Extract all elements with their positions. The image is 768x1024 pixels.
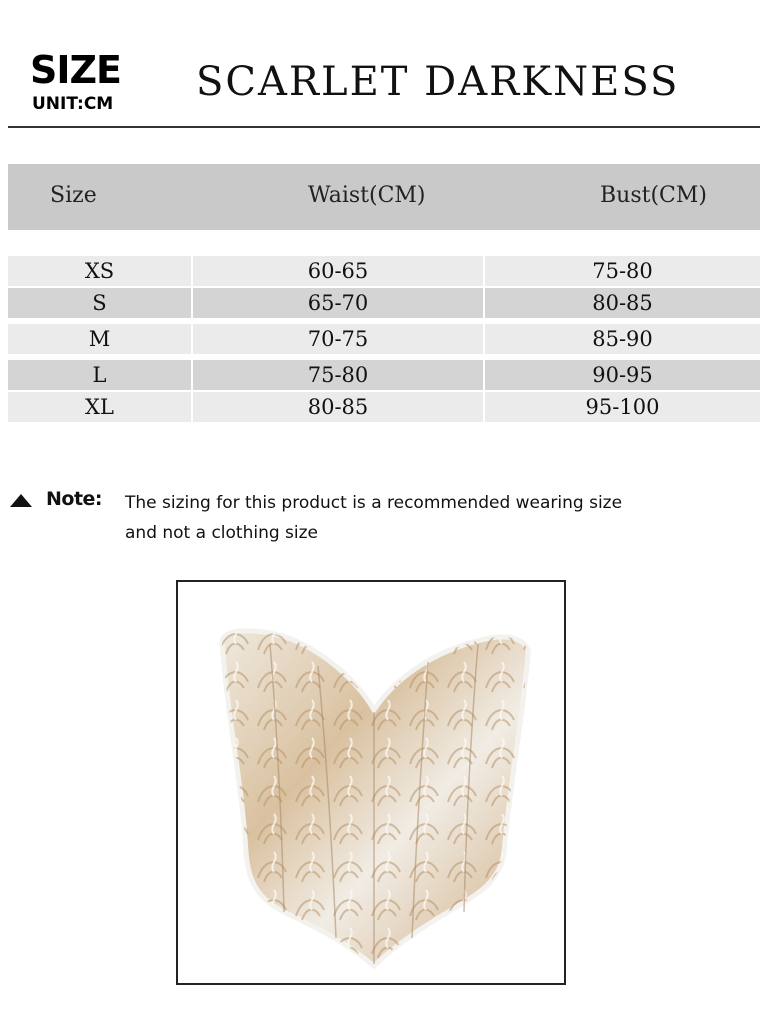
size-table-body xyxy=(8,256,760,424)
waist-cell: 80-85 xyxy=(193,392,483,422)
column-header-waist: Waist(CM) xyxy=(308,183,426,208)
table-row xyxy=(8,392,760,422)
table-row xyxy=(8,324,760,354)
size-cell: XL xyxy=(8,392,191,422)
bust-cell: 85-90 xyxy=(485,324,760,354)
note-line-2: and not a clothing size xyxy=(125,523,319,543)
waist-cell: 65-70 xyxy=(193,288,483,318)
brand-name: SCARLET DARKNESS xyxy=(196,59,680,105)
bust-cell: 75-80 xyxy=(485,256,760,286)
size-cell: M xyxy=(8,324,191,354)
triangle-up-icon xyxy=(10,494,32,507)
corset-image xyxy=(178,582,564,983)
note-text xyxy=(125,488,725,548)
waist-cell: 70-75 xyxy=(193,324,483,354)
column-header-size: Size xyxy=(50,183,97,208)
size-table-header xyxy=(8,164,760,230)
bust-cell: 90-95 xyxy=(485,360,760,390)
waist-cell: 60-65 xyxy=(193,256,483,286)
size-title: SIZE xyxy=(30,48,122,92)
bust-cell: 80-85 xyxy=(485,288,760,318)
unit-label: UNIT:CM xyxy=(32,94,114,114)
column-header-bust: Bust(CM) xyxy=(600,183,707,208)
header xyxy=(0,0,768,128)
size-cell: L xyxy=(8,360,191,390)
bust-cell: 95-100 xyxy=(485,392,760,422)
product-image-frame xyxy=(176,580,566,985)
waist-cell: 75-80 xyxy=(193,360,483,390)
table-row xyxy=(8,288,760,318)
note-line-1: The sizing for this product is a recommended wearing size xyxy=(125,493,623,513)
size-cell: XS xyxy=(8,256,191,286)
size-cell: S xyxy=(8,288,191,318)
note-label: Note: xyxy=(46,488,103,510)
table-row xyxy=(8,360,760,390)
header-divider xyxy=(8,126,760,128)
table-row xyxy=(8,256,760,286)
